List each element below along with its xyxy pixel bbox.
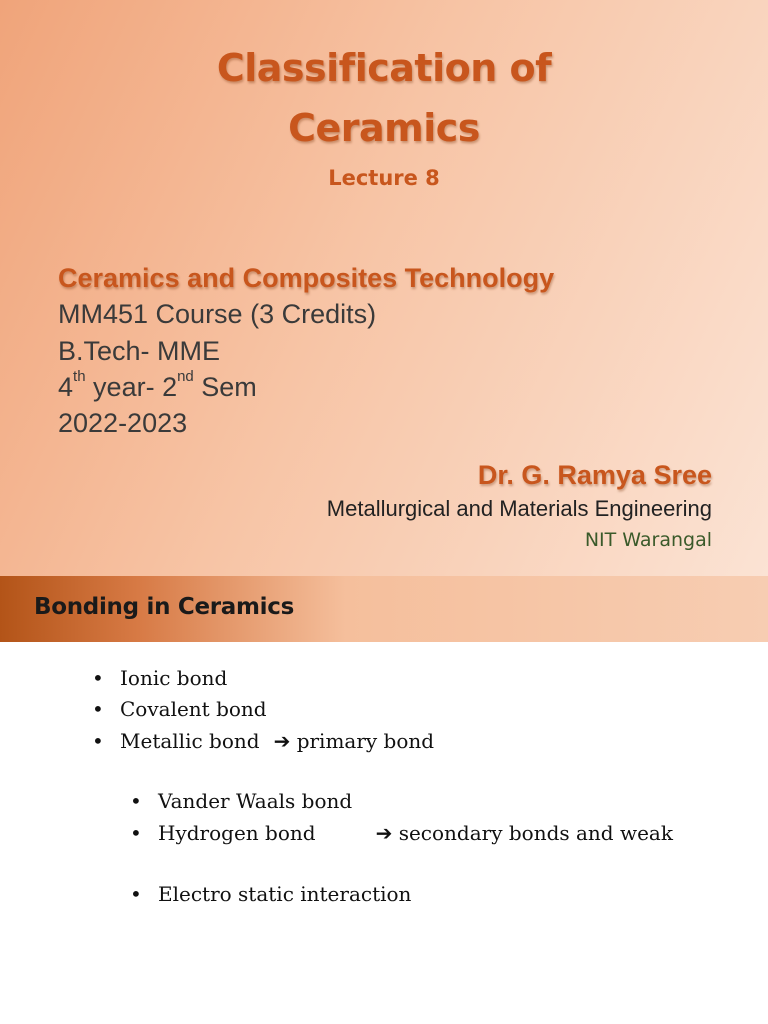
course-code: MM451 Course (3 Credits): [58, 299, 377, 329]
bullet-icon: •: [130, 821, 142, 845]
lecture-number: Lecture 8: [328, 166, 440, 190]
section-heading: Bonding in Ceramics: [34, 594, 294, 620]
bond-ionic: Ionic bond: [120, 666, 228, 690]
bullet-icon: •: [130, 789, 142, 813]
bond-metallic: Metallic bond: [120, 729, 260, 753]
secondary-note: secondary bonds and weak: [398, 821, 673, 845]
sem-sup: nd: [177, 368, 194, 385]
bond-hydrogen: Hydrogen bond: [158, 821, 316, 845]
arrow-right-icon: ➔: [273, 729, 291, 753]
list-item: [92, 697, 267, 721]
sem-text: Sem: [193, 372, 257, 402]
bond-covalent: Covalent bond: [120, 697, 267, 721]
bullet-icon: •: [130, 882, 142, 906]
bullet-icon: •: [92, 729, 104, 753]
department: Metallurgical and Materials Engineering: [326, 496, 712, 521]
slide-title-line1: Classification of: [216, 46, 552, 90]
bond-electrostatic: Electro static interaction: [158, 882, 412, 906]
course-title: Ceramics and Composites Technology: [58, 263, 555, 293]
author-name: Dr. G. Ramya Sree: [477, 460, 712, 490]
primary-note: primary bond: [296, 729, 435, 753]
institute: NIT Warangal: [584, 529, 712, 551]
section-banner: [0, 576, 768, 642]
list-item: [130, 821, 673, 845]
session: 2022-2023: [58, 408, 188, 438]
bullet-icon: •: [92, 697, 104, 721]
slide-title-line2: Ceramics: [288, 106, 480, 150]
list-item: [92, 666, 227, 690]
list-item: [92, 729, 434, 753]
list-item: [130, 882, 411, 906]
year-sup: th: [73, 368, 86, 385]
arrow-right-icon: ➔: [375, 821, 393, 845]
year-semester: [58, 369, 257, 405]
year-num: 4: [58, 372, 74, 402]
bond-vanderwaals: Vander Waals bond: [158, 789, 353, 813]
year-mid: year- 2: [85, 372, 178, 402]
program: B.Tech- MME: [58, 336, 221, 366]
bullet-icon: •: [92, 666, 104, 690]
list-item: [130, 789, 352, 813]
